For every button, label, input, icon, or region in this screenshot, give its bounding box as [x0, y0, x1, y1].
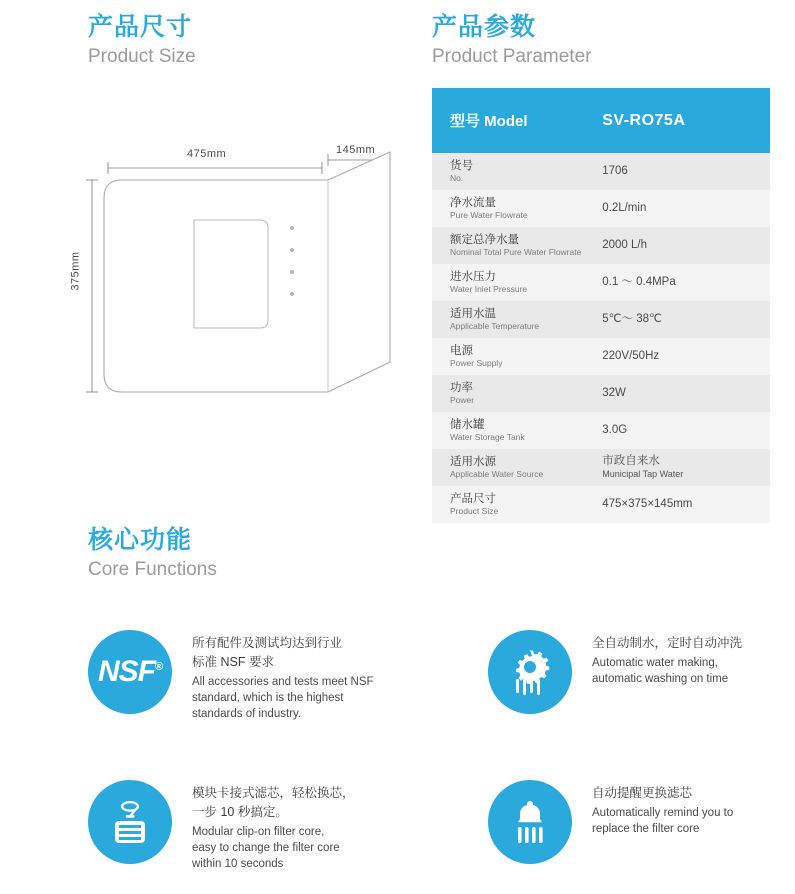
auto-water-gear-icon [488, 630, 572, 714]
param-label-en: Water Inlet Pressure [450, 284, 528, 294]
gear-filters-icon [504, 646, 556, 698]
feature-text-en: Modular clip-on filter core, easy to change the filter core within 10 seconds [192, 826, 340, 870]
table-row [432, 338, 770, 375]
table-row [432, 153, 770, 190]
table-row [432, 264, 770, 301]
param-label-cn: 适用水源 [450, 456, 496, 468]
section-title-cn: 产品参数 [432, 13, 537, 41]
product-parameter-table [432, 88, 770, 523]
table-row [432, 412, 770, 449]
table-cell-label [432, 301, 594, 338]
param-label-en: No. [450, 173, 464, 183]
table-cell-value [594, 301, 770, 338]
param-value-cn: 220V/50Hz [602, 350, 660, 362]
bell-reminder-icon [488, 780, 572, 864]
table-row [432, 486, 770, 523]
table-header-model-label: 型号 Model [432, 88, 594, 153]
table-cell-value [594, 190, 770, 227]
table-cell-value [594, 412, 770, 449]
product-outline-svg [60, 130, 410, 470]
feature-text-cn: 全自动制水，定时自动冲洗 [592, 636, 743, 650]
table-header-model-value: SV-RO75A [594, 88, 770, 153]
section-heading-product-parameter [432, 12, 591, 70]
feature-item-auto-water [488, 630, 795, 687]
product-dimension-drawing [60, 130, 410, 470]
filter-module-icon [88, 780, 172, 864]
table-cell-label [432, 153, 594, 190]
param-value-cn: 5℃～ 38℃ [602, 313, 662, 325]
table-row [432, 449, 770, 486]
table-row [432, 227, 770, 264]
nsf-logo-icon: NSF® [88, 630, 172, 714]
table-cell-value [594, 227, 770, 264]
param-label-en: Power [450, 395, 475, 405]
dimension-height-label: 375mm [69, 251, 82, 291]
param-value-cn: 32W [602, 387, 626, 399]
feature-text-cn: 自动提醒更换滤芯 [592, 786, 693, 800]
section-title-cn: 核心功能 [88, 526, 193, 554]
feature-text-en: Automatic water making, automatic washing on time [592, 657, 729, 685]
param-value-cn: 1706 [602, 165, 628, 177]
dimension-depth-label: 145mm [336, 144, 376, 156]
param-label-cn: 功率 [450, 382, 473, 394]
table-cell-label [432, 449, 594, 486]
feature-text-en: Automatically remind you to replace the filter core [592, 807, 734, 835]
table-cell-label [432, 227, 594, 264]
feature-item-modular-filter [88, 780, 418, 872]
param-label-en: Nominal Total Pure Water Flowrate [450, 247, 582, 257]
table-row [432, 375, 770, 412]
table-cell-label [432, 338, 594, 375]
param-label-en: Water Storage Tank [450, 432, 525, 442]
feature-text-en: All accessories and tests meet NSF standard, which is the highest standards of industry. [192, 676, 374, 720]
param-value-en: Municipal Tap Water [602, 469, 684, 479]
table-row [432, 190, 770, 227]
param-label-en: Power Supply [450, 358, 503, 368]
param-value-cn: 475×375×145mm [602, 498, 693, 510]
param-label-cn: 产品尺寸 [450, 493, 496, 505]
param-value-cn: 3.0G [602, 424, 628, 436]
section-title-en: Core Functions [88, 559, 217, 580]
feature-text-cn: 所有配件及测试均达到行业 标准 NSF 要求 [192, 636, 343, 669]
table-cell-value [594, 449, 770, 486]
param-label-cn: 额定总净水量 [450, 234, 519, 246]
table-cell-label [432, 190, 594, 227]
param-label-cn: 净水流量 [450, 197, 496, 209]
table-cell-label [432, 486, 594, 523]
bell-filters-icon [505, 797, 555, 847]
param-label-en: Applicable Temperature [450, 321, 540, 331]
feature-item-replace-reminder [488, 780, 795, 837]
table-cell-label [432, 412, 594, 449]
table-header-row [432, 88, 770, 153]
filter-canister-icon [105, 797, 155, 847]
param-value-cn: 2000 L/h [602, 239, 647, 251]
section-heading-core-functions [88, 525, 217, 583]
table-cell-label [432, 264, 594, 301]
section-title-en: Product Size [88, 46, 196, 67]
param-label-cn: 货号 [450, 160, 473, 172]
param-value-cn: 市政自来水 [602, 455, 660, 467]
table-cell-label [432, 375, 594, 412]
param-label-cn: 适用水温 [450, 308, 496, 320]
param-value-cn: 0.1 ～ 0.4MPa [602, 276, 676, 288]
dimension-width-label: 475mm [187, 148, 227, 160]
section-title-cn: 产品尺寸 [88, 13, 193, 41]
table-cell-value [594, 375, 770, 412]
param-label-en: Product Size [450, 506, 499, 516]
param-value-cn: 0.2L/min [602, 202, 647, 214]
table-cell-value [594, 486, 770, 523]
table-cell-value [594, 153, 770, 190]
section-title-en: Product Parameter [432, 46, 592, 67]
table-cell-value [594, 264, 770, 301]
param-label-en: Applicable Water Source [450, 469, 544, 479]
feature-item-nsf [88, 630, 418, 722]
param-label-en: Pure Water Flowrate [450, 210, 528, 220]
param-label-cn: 储水罐 [450, 419, 485, 431]
table-cell-value [594, 338, 770, 375]
param-label-cn: 电源 [450, 345, 473, 357]
section-heading-product-size [88, 12, 196, 70]
feature-text-cn: 模块卡接式滤芯，轻松换芯， 一步 10 秒搞定。 [192, 786, 355, 819]
param-label-cn: 进水压力 [450, 271, 496, 283]
table-row [432, 301, 770, 338]
